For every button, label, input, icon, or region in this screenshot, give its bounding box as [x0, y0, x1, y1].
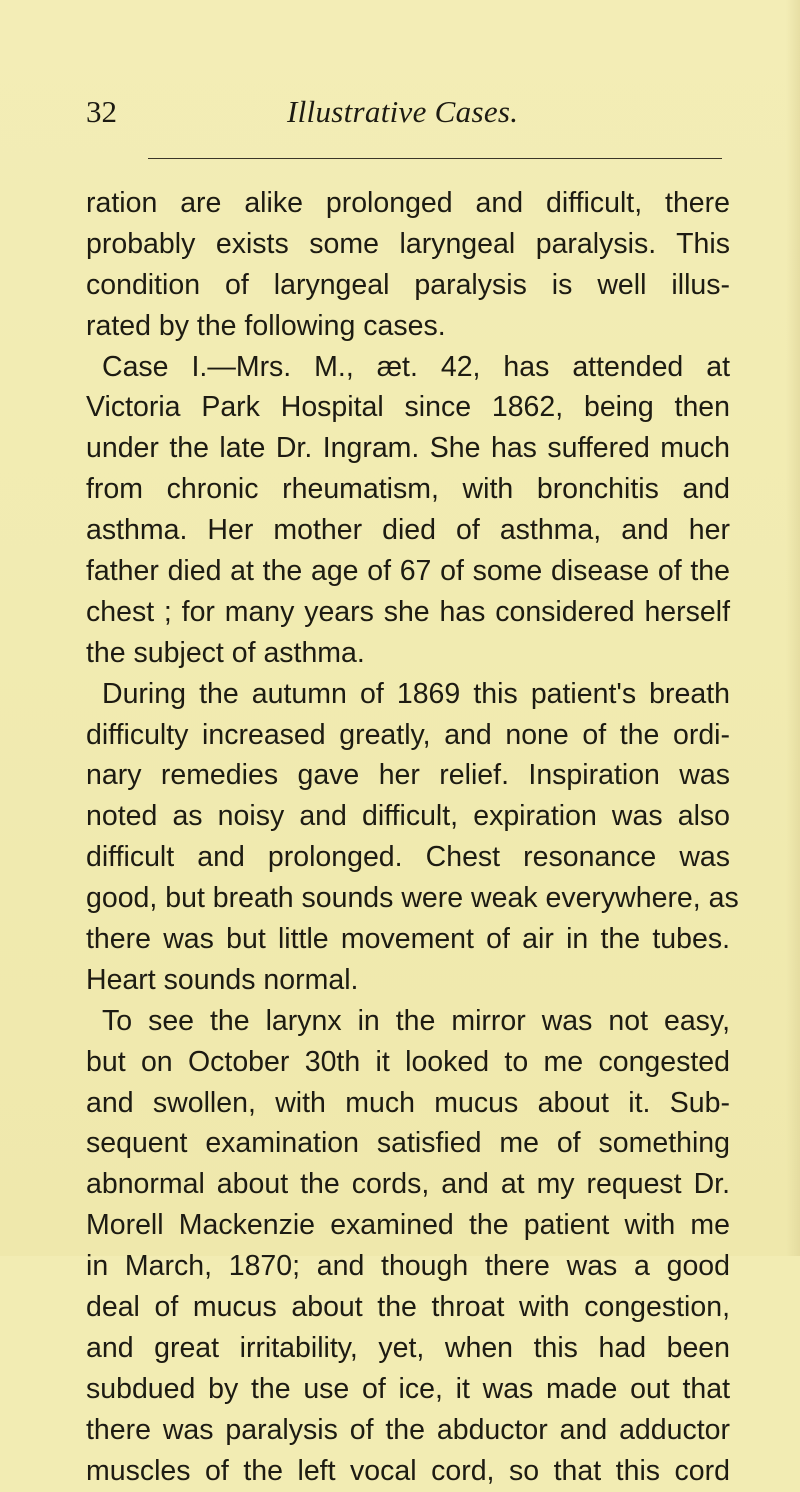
text-line: father died at the age of 67 of some disease of the — [86, 555, 730, 588]
running-title: Illustrative Cases. — [287, 94, 519, 129]
text-line: ration are alike prolonged and difficult, there — [86, 187, 730, 219]
text-line: Morell Mackenzie examined the patient with me — [86, 1209, 730, 1242]
page-number: 32 — [86, 94, 117, 129]
text-line: difficulty increased greatly, and none of the ordi- — [86, 718, 730, 751]
text-line: condition of laryngeal paralysis is well illus- — [86, 268, 730, 301]
text-line: under the late Dr. Ingram. She has suffered much — [86, 432, 730, 465]
text-line: noted as noisy and difficult, expiration was also — [86, 800, 730, 833]
text-line: the subject of asthma. — [86, 636, 365, 669]
text-line: deal of mucus about the throat with congestion, — [86, 1291, 730, 1324]
text-line: abnormal about the cords, and at my request Dr. — [86, 1168, 730, 1201]
text-line: nary remedies gave her relief. Inspiration was — [86, 759, 730, 792]
text-line: good, but breath sounds were weak everywhere, as — [86, 882, 739, 915]
text-line: difficult and prolonged. Chest resonance was — [86, 841, 730, 874]
text-line: in March, 1870; and though there was a good — [86, 1250, 730, 1283]
text-line: To see the larynx in the mirror was not easy, — [102, 1004, 730, 1037]
text-line: asthma. Her mother died of asthma, and her — [86, 514, 730, 547]
page-header — [0, 92, 800, 142]
text-line: muscles of the left vocal cord, so that this cord — [86, 1454, 730, 1487]
text-line: Case I.—Mrs. M., æt. 42, has attended at — [102, 350, 730, 383]
text-line: probably exists some laryngeal paralysis. This — [86, 227, 730, 260]
text-line: rated by the following cases. — [86, 309, 446, 342]
text-line: sequent examination satisfied me of something — [86, 1127, 730, 1160]
text-line: there was paralysis of the abductor and adductor — [86, 1413, 730, 1446]
text-line: and great irritability, yet, when this had been — [86, 1331, 730, 1364]
header-rule — [148, 158, 722, 159]
text-line: there was but little movement of air in the tubes. — [86, 923, 730, 956]
page-edge-shadow — [786, 0, 800, 1256]
text-line: and swollen, with much mucus about it. Sub- — [86, 1086, 730, 1119]
text-line: Victoria Park Hospital since 1862, being then — [86, 391, 730, 424]
text-line: Heart sounds normal. — [86, 963, 359, 996]
text-line: chest ; for many years she has considered herself — [86, 595, 730, 628]
body-text — [86, 183, 739, 1492]
text-line: from chronic rheumatism, with bronchitis and — [86, 473, 730, 506]
text-line: During the autumn of 1869 this patient's breath — [102, 677, 730, 710]
text-line: but on October 30th it looked to me congested — [86, 1045, 730, 1078]
text-line: subdued by the use of ice, it was made out that — [86, 1372, 730, 1405]
